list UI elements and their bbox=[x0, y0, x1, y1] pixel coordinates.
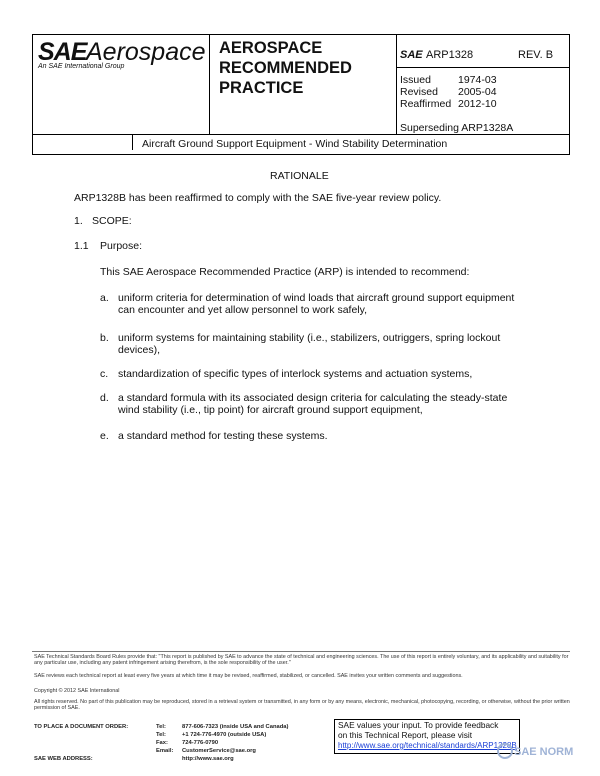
order-label: TO PLACE A DOCUMENT ORDER: bbox=[34, 724, 129, 730]
email-value[interactable]: CustomerService@sae.org bbox=[182, 748, 256, 754]
revised-label: Revised bbox=[400, 86, 438, 98]
document-dates bbox=[400, 74, 497, 110]
document-title: Aircraft Ground Support Equipment - Wind Stability Determination bbox=[142, 138, 448, 150]
item-letter: d. bbox=[100, 392, 109, 404]
tel-value: 877-606-7323 (inside USA and Canada) bbox=[182, 724, 289, 730]
fax-value: 724-776-0790 bbox=[182, 740, 219, 746]
header-divider bbox=[209, 35, 210, 134]
reaffirmed-date: 2012-10 bbox=[458, 98, 497, 110]
sae-norm-watermark bbox=[496, 738, 576, 764]
rationale-text: ARP1328B has been reaffirmed to comply with the SAE five-year review policy. bbox=[74, 192, 442, 204]
email-label: Email: bbox=[156, 748, 174, 754]
document-number: ARP1328 bbox=[426, 49, 474, 61]
tel2-value: +1 724-776-4970 (outside USA) bbox=[182, 732, 267, 738]
item-letter: c. bbox=[100, 368, 109, 380]
sae-logo-text: SAE bbox=[38, 38, 87, 66]
item-letter: e. bbox=[100, 430, 109, 442]
header-divider bbox=[396, 35, 397, 134]
watermark-logo-icon bbox=[498, 744, 512, 758]
item-text: a standard formula with its associated design criteria for calculating the steady-state wind stability (i.e., tip point) for aircraft ground support equipment, bbox=[118, 392, 508, 416]
aerospace-logo-text: Aerospace bbox=[86, 38, 206, 66]
feedback-line: SAE values your input. To provide feedback bbox=[338, 720, 499, 730]
tel2-label: Tel: bbox=[156, 732, 166, 738]
tsb-rules-text: SAE Technical Standards Board Rules provide that: "This report is published by SAE to advance the state of technical and engineering sciences. The use of this report is entirely voluntary, and its applicability and suitability for any particular use, including any patent infringement arising therefrom, is the sole responsibility of the user." bbox=[34, 654, 569, 667]
scope-heading: SCOPE: bbox=[92, 215, 132, 227]
fax-label: Fax: bbox=[156, 740, 168, 746]
feedback-text bbox=[338, 720, 498, 740]
web-value[interactable]: http://www.sae.org bbox=[182, 756, 234, 762]
issued-date: 1974-03 bbox=[458, 74, 497, 86]
superseding-note: Superseding ARP1328A bbox=[400, 122, 514, 134]
logo-subtitle: An SAE International Group bbox=[38, 63, 125, 70]
revised-date: 2005-04 bbox=[458, 86, 497, 98]
web-label: SAE WEB ADDRESS: bbox=[34, 756, 93, 762]
doc-sae-mark: SAE bbox=[400, 49, 423, 61]
purpose-heading: Purpose: bbox=[100, 240, 143, 252]
title-line: PRACTICE bbox=[219, 79, 304, 97]
item-letter: a. bbox=[100, 292, 109, 304]
rights-text: All rights reserved. No part of this publication may be reproduced, stored in a retrieval system or transmitted, in any form or by any means, electronic, mechanical, photocopying, recording, or otherwise, without the prior written permission of SAE. bbox=[34, 699, 570, 712]
item-text: a standard method for testing these systems. bbox=[118, 430, 328, 442]
item-text: uniform systems for maintaining stability (i.e., stabilizers, outriggers, spring lockout devices), bbox=[118, 332, 501, 356]
title-line: RECOMMENDED bbox=[219, 59, 352, 77]
purpose-intro: This SAE Aerospace Recommended Practice (ARP) is intended to recommend: bbox=[100, 266, 470, 278]
feedback-line: on this Technical Report, please visit bbox=[338, 730, 473, 740]
item-text: standardization of specific types of interlock systems and actuation systems, bbox=[118, 368, 473, 380]
rationale-heading: RATIONALE bbox=[270, 170, 329, 182]
tel-label: Tel: bbox=[156, 724, 166, 730]
title-divider bbox=[132, 135, 133, 150]
reaffirmed-label: Reaffirmed bbox=[400, 98, 452, 110]
document-type-title bbox=[219, 38, 352, 98]
review-text: SAE reviews each technical report at least every five years at which time it may be revised, reaffirmed, stabilized, or cancelled. SAE invites your written comments and suggestions. bbox=[34, 673, 463, 679]
header-divider bbox=[396, 67, 569, 68]
item-letter: b. bbox=[100, 332, 109, 344]
order-contact-block bbox=[34, 723, 288, 763]
watermark-text: SAE NORM bbox=[514, 746, 574, 758]
title-line: AEROSPACE bbox=[219, 39, 323, 57]
footer-rule bbox=[32, 651, 570, 652]
scope-number: 1. bbox=[74, 215, 83, 227]
purpose-number: 1.1 bbox=[74, 240, 89, 252]
copyright-text: Copyright © 2012 SAE International bbox=[34, 688, 120, 694]
issued-label: Issued bbox=[400, 74, 431, 86]
item-text: uniform criteria for determination of wind loads that aircraft ground support equipment can encounter and yet allow personnel to work safely, bbox=[118, 292, 515, 316]
feedback-link[interactable]: http://www.sae.org/technical/standards/ARP1328B bbox=[338, 741, 517, 750]
revision-label: REV. B bbox=[518, 49, 554, 61]
